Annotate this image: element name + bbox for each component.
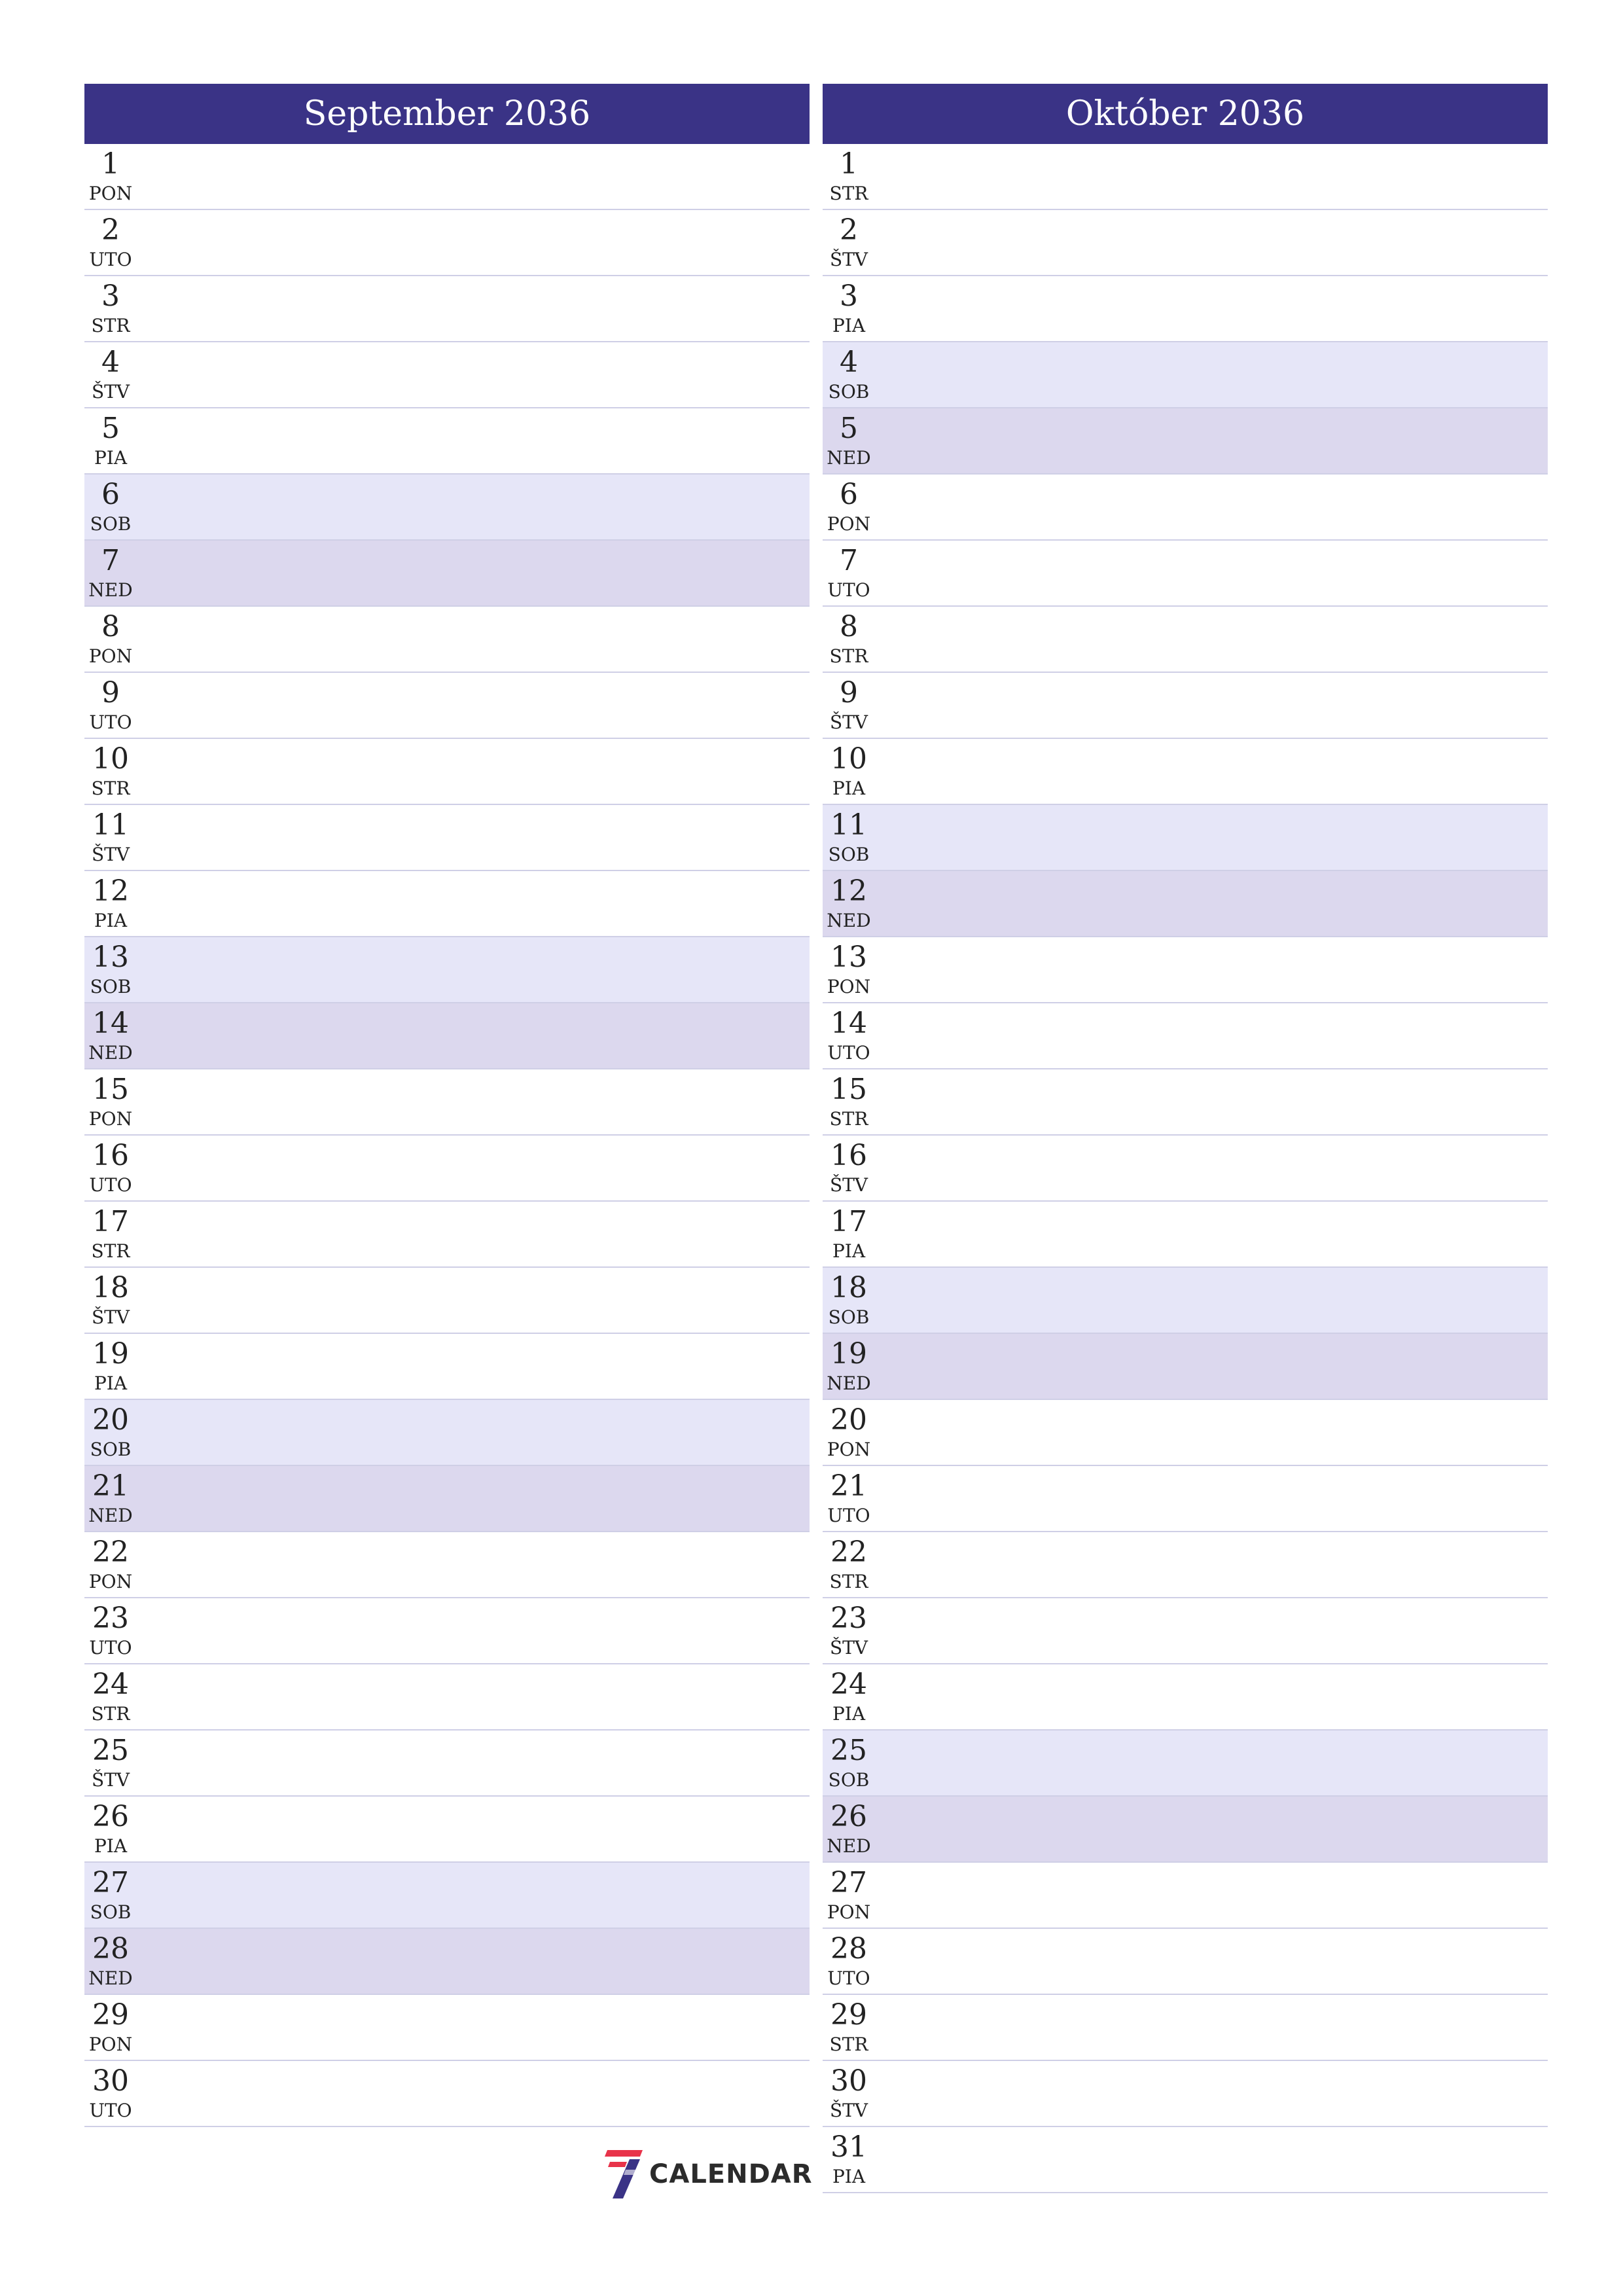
day-row	[823, 1532, 1548, 1598]
day-number: 30	[830, 2064, 867, 2098]
day-row	[84, 1400, 810, 1466]
day-row	[823, 937, 1548, 1003]
day-row	[84, 210, 810, 276]
day-name: UTO	[89, 1174, 132, 1196]
day-row	[823, 1003, 1548, 1069]
day-name: UTO	[89, 249, 132, 270]
day-name: STR	[829, 1108, 868, 1130]
day-name: SOB	[90, 1901, 132, 1923]
day-row	[823, 871, 1548, 937]
day-name: ŠTV	[829, 249, 868, 270]
day-row	[84, 1069, 810, 1136]
day-number: 8	[101, 610, 120, 643]
day-number: 7	[840, 544, 858, 577]
day-name: ŠTV	[91, 1769, 130, 1791]
day-row	[823, 2127, 1548, 2193]
day-number: 16	[92, 1139, 129, 1172]
day-row	[823, 1466, 1548, 1532]
day-row	[823, 805, 1548, 871]
day-name: NED	[88, 1042, 133, 1064]
day-row	[823, 1797, 1548, 1863]
day-name: STR	[829, 645, 868, 667]
day-row	[84, 1334, 810, 1400]
day-number: 1	[840, 147, 858, 181]
day-row	[84, 1202, 810, 1268]
day-row	[823, 276, 1548, 342]
day-number: 6	[101, 478, 120, 511]
day-number: 4	[101, 346, 120, 379]
day-name: PON	[827, 513, 871, 535]
day-number: 11	[92, 808, 129, 842]
day-row	[84, 607, 810, 673]
day-name: NED	[827, 1835, 871, 1857]
month-header: Október 2036	[823, 84, 1548, 144]
day-number: 19	[92, 1337, 129, 1371]
day-number: 19	[830, 1337, 867, 1371]
day-row	[84, 739, 810, 805]
logo-text: CALENDAR	[649, 2159, 813, 2189]
day-name: SOB	[828, 844, 870, 865]
day-name: SOB	[90, 976, 132, 997]
day-row	[823, 739, 1548, 805]
month-header: September 2036	[84, 84, 810, 144]
day-number: 6	[840, 478, 858, 511]
day-row	[823, 1929, 1548, 1995]
day-row	[84, 475, 810, 541]
day-number: 27	[92, 1866, 129, 1899]
day-number: 10	[92, 742, 129, 776]
day-row	[84, 1003, 810, 1069]
day-name: NED	[827, 910, 871, 931]
day-name: PON	[827, 1439, 871, 1460]
day-row	[84, 1136, 810, 1202]
day-row	[84, 1532, 810, 1598]
day-name: PIA	[832, 2166, 866, 2187]
day-number: 21	[92, 1469, 129, 1503]
day-number: 23	[92, 1602, 129, 1635]
day-number: 28	[92, 1932, 129, 1965]
day-row	[823, 1863, 1548, 1929]
day-row	[823, 1598, 1548, 1664]
day-name: PIA	[832, 778, 866, 799]
day-name: ŠTV	[91, 381, 130, 403]
day-number: 13	[92, 941, 129, 974]
day-name: PON	[88, 1571, 133, 1592]
day-number: 21	[830, 1469, 867, 1503]
day-name: UTO	[827, 1505, 870, 1526]
day-row	[84, 1797, 810, 1863]
day-name: STR	[91, 315, 130, 336]
day-row	[84, 1995, 810, 2061]
day-row	[84, 144, 810, 210]
day-name: PON	[88, 2034, 133, 2055]
day-name: UTO	[89, 711, 132, 733]
day-number: 3	[840, 279, 858, 313]
calendar-logo	[603, 2148, 813, 2200]
day-number: 2	[840, 213, 858, 247]
day-number: 24	[830, 1668, 867, 1701]
day-name: PON	[88, 183, 133, 204]
day-row	[823, 1334, 1548, 1400]
day-name: SOB	[90, 513, 132, 535]
day-name: SOB	[828, 1769, 870, 1791]
day-name: NED	[827, 447, 871, 469]
day-list	[84, 144, 810, 2127]
day-number: 3	[101, 279, 120, 313]
day-number: 14	[830, 1007, 867, 1040]
day-number: 5	[101, 412, 120, 445]
day-number: 24	[92, 1668, 129, 1701]
day-name: PIA	[94, 447, 128, 469]
day-number: 11	[830, 808, 867, 842]
day-name: UTO	[827, 1967, 870, 1989]
day-name: ŠTV	[829, 1637, 868, 1659]
day-row	[84, 805, 810, 871]
day-name: PON	[88, 645, 133, 667]
day-number: 22	[92, 1535, 129, 1569]
day-row	[84, 1466, 810, 1532]
day-name: PIA	[832, 315, 866, 336]
day-name: STR	[91, 1240, 130, 1262]
day-name: SOB	[828, 381, 870, 403]
day-row	[84, 1664, 810, 1731]
day-number: 29	[92, 1998, 129, 2032]
day-name: STR	[91, 1703, 130, 1725]
seven-stripes-logo-icon	[603, 2149, 644, 2200]
day-name: PON	[827, 1901, 871, 1923]
day-row	[823, 1400, 1548, 1466]
day-name: UTO	[827, 579, 870, 601]
day-name: STR	[91, 778, 130, 799]
day-number: 25	[830, 1734, 867, 1767]
day-name: UTO	[89, 1637, 132, 1659]
day-number: 12	[830, 874, 867, 908]
day-number: 9	[101, 676, 120, 709]
month-column-september	[84, 84, 810, 2127]
day-row	[823, 1268, 1548, 1334]
day-row	[823, 541, 1548, 607]
day-number: 18	[830, 1271, 867, 1304]
day-name: PON	[88, 1108, 133, 1130]
day-number: 20	[830, 1403, 867, 1437]
day-name: PIA	[94, 910, 128, 931]
day-name: ŠTV	[91, 844, 130, 865]
day-number: 17	[830, 1205, 867, 1238]
day-number: 12	[92, 874, 129, 908]
day-row	[823, 408, 1548, 475]
day-number: 5	[840, 412, 858, 445]
day-name: NED	[88, 579, 133, 601]
day-number: 2	[101, 213, 120, 247]
day-number: 25	[92, 1734, 129, 1767]
day-row	[84, 1929, 810, 1995]
day-number: 18	[92, 1271, 129, 1304]
day-name: STR	[829, 1571, 868, 1592]
day-number: 14	[92, 1007, 129, 1040]
day-number: 28	[830, 1932, 867, 1965]
day-number: 9	[840, 676, 858, 709]
day-row	[84, 342, 810, 408]
day-row	[823, 1136, 1548, 1202]
day-number: 31	[830, 2130, 867, 2164]
day-number: 26	[830, 1800, 867, 1833]
day-name: NED	[88, 1505, 133, 1526]
day-row	[84, 408, 810, 475]
day-number: 20	[92, 1403, 129, 1437]
day-number: 30	[92, 2064, 129, 2098]
day-name: UTO	[827, 1042, 870, 1064]
day-row	[84, 276, 810, 342]
month-column-october	[823, 84, 1548, 2193]
day-number: 22	[830, 1535, 867, 1569]
day-number: 27	[830, 1866, 867, 1899]
day-name: SOB	[90, 1439, 132, 1460]
day-name: PIA	[94, 1372, 128, 1394]
day-row	[823, 1664, 1548, 1731]
day-row	[84, 2061, 810, 2127]
day-number: 29	[830, 1998, 867, 2032]
day-number: 13	[830, 941, 867, 974]
day-row	[823, 1731, 1548, 1797]
day-name: PIA	[832, 1703, 866, 1725]
day-number: 15	[830, 1073, 867, 1106]
day-row	[84, 1598, 810, 1664]
day-number: 8	[840, 610, 858, 643]
day-row	[84, 871, 810, 937]
day-list	[823, 144, 1548, 2193]
day-row	[823, 1995, 1548, 2061]
day-row	[84, 937, 810, 1003]
day-row	[84, 1268, 810, 1334]
day-number: 23	[830, 1602, 867, 1635]
day-number: 16	[830, 1139, 867, 1172]
day-number: 17	[92, 1205, 129, 1238]
day-name: ŠTV	[829, 711, 868, 733]
day-number: 1	[101, 147, 120, 181]
day-row	[84, 1863, 810, 1929]
day-row	[823, 1069, 1548, 1136]
day-row	[823, 210, 1548, 276]
day-row	[84, 1731, 810, 1797]
day-number: 10	[830, 742, 867, 776]
day-row	[823, 1202, 1548, 1268]
day-name: ŠTV	[829, 2100, 868, 2121]
day-name: ŠTV	[91, 1306, 130, 1328]
day-row	[823, 673, 1548, 739]
day-row	[823, 342, 1548, 408]
day-row	[84, 673, 810, 739]
day-row	[84, 541, 810, 607]
day-name: UTO	[89, 2100, 132, 2121]
day-number: 7	[101, 544, 120, 577]
day-name: PIA	[832, 1240, 866, 1262]
day-name: PIA	[94, 1835, 128, 1857]
day-name: SOB	[828, 1306, 870, 1328]
day-number: 15	[92, 1073, 129, 1106]
day-row	[823, 2061, 1548, 2127]
day-number: 4	[840, 346, 858, 379]
day-name: ŠTV	[829, 1174, 868, 1196]
day-number: 26	[92, 1800, 129, 1833]
day-name: STR	[829, 2034, 868, 2055]
day-row	[823, 607, 1548, 673]
day-row	[823, 475, 1548, 541]
day-name: PON	[827, 976, 871, 997]
day-name: NED	[88, 1967, 133, 1989]
day-row	[823, 144, 1548, 210]
day-name: STR	[829, 183, 868, 204]
day-name: NED	[827, 1372, 871, 1394]
